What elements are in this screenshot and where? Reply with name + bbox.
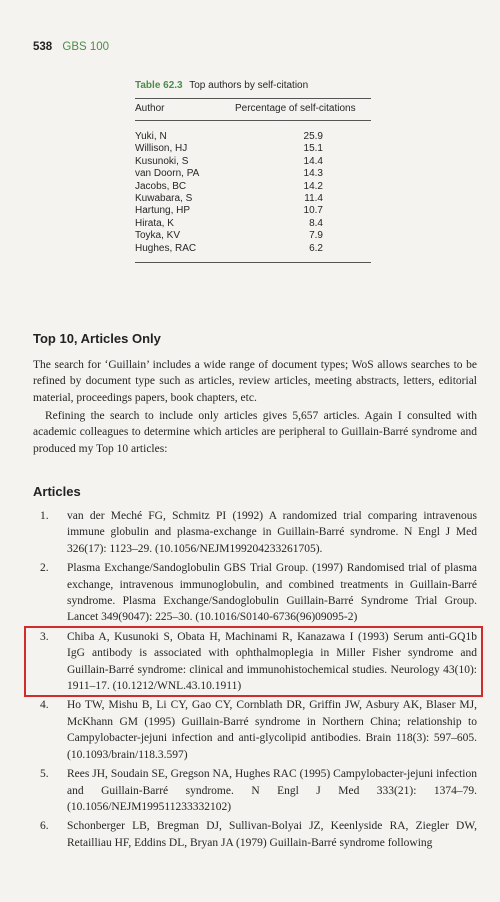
author-cell: Yuki, N (135, 131, 167, 142)
table-body (135, 121, 371, 262)
book-title: GBS 100 (62, 41, 110, 53)
list-item (33, 697, 477, 763)
percentage-cell: 10.7 (303, 205, 323, 217)
list-item (33, 818, 477, 851)
section-heading-articles: Articles (33, 484, 81, 499)
table-row (135, 193, 371, 205)
author-cell: Toyka, KV (135, 230, 181, 242)
reference-number: 3. (40, 630, 49, 643)
author-cell: Hirata, K (135, 217, 174, 229)
table-caption (135, 80, 371, 91)
authors-table (135, 80, 371, 263)
author-cell: Willison, HJ (135, 143, 188, 155)
paragraph-search-scope: The search for ‘Guillain’ includes a wide range of document types; WoS allows searches to be refined by document type such as articles, review articles, meeting abstracts, letters, editorial material, proceedings papers, book chapters, etc. (33, 359, 477, 404)
reference-number: 6. (40, 820, 49, 833)
list-item (33, 508, 477, 557)
author-cell: Hughes, RAC (135, 242, 197, 254)
reference-text: Plasma Exchange/Sandoglobulin GBS Trial Group. (1997) Randomised trial of plasma exchange, intravenous immunoglobulin, and combined treatments in Guillain-Barré syndrome. Plasma Exchange/Sandoglobulin Guillain-Barré Syndrome Trial Group. Lancet 349(9047): 225–30. (10.1016/S0140-6736(96)09095-2) (67, 562, 477, 624)
highlighted-reference (33, 629, 477, 695)
reference-text: van der Meché FG, Schmitz PI (1992) A randomized trial comparing intravenous immune globulin and plasma-exchange in Guillain-Barré syndrome. N Engl J Med 326(17): 1123–29. (10.1056/NEJM199204233261705). (67, 510, 477, 555)
reference-text: Rees JH, Soudain SE, Gregson NA, Hughes RAC (1995) Campylobacter-jejuni infection and Guillain-Barré syndrome. N Engl J Med 333(21): 1374–79. (10.1056/NEJM199511233332102) (67, 768, 477, 813)
table-row (135, 243, 371, 255)
percentage-cell: 8.4 (309, 217, 323, 229)
table-row (135, 205, 371, 217)
table-number: Table 62.3 (135, 80, 183, 91)
page-number: 538 (33, 41, 53, 53)
author-cell: van Doorn, PA (135, 168, 200, 180)
table-header (135, 99, 371, 120)
reference-number: 5. (40, 768, 49, 781)
list-item (33, 766, 477, 815)
author-cell: Kuwabara, S (135, 193, 193, 205)
author-cell: Jacobs, BC (135, 180, 187, 192)
table-title: Top authors by self-citation (189, 80, 309, 91)
reference-text: Chiba A, Kusunoki S, Obata H, Machinami R, Kanazawa I (1993) Serum anti-GQ1b IgG antibody is associated with ophthalmoplegia in Miller Fisher syndrome and Guillain-Barré syndrome: clinical and immunohistochemical studies. Neurology 43(10): 1911–17. (10.1212/WNL.43.10.1911) (67, 630, 477, 693)
reference-text: Schonberger LB, Bregman DJ, Sullivan-Bolyai JZ, Keenlyside RA, Ziegler DW, Retailliau HF, Eddins DL, Bryan JA (1979) Guillain-Barré syndrome following (67, 820, 477, 849)
percentage-cell: 14.2 (303, 180, 323, 192)
table-row (135, 181, 371, 193)
author-cell: Kusunoki, S (135, 155, 189, 167)
list-item (33, 560, 477, 626)
table-row (135, 230, 371, 242)
percentage-cell: 11.4 (304, 193, 323, 205)
section-heading-top10: Top 10, Articles Only (33, 331, 161, 346)
table-row (135, 131, 371, 143)
author-cell: Hartung, HP (135, 205, 191, 217)
reference-list (33, 508, 477, 851)
reference-text: Ho TW, Mishu B, Li CY, Gao CY, Cornblath DR, Griffin JW, Asbury AK, Blaser MJ, McKhann GM (1995) Guillain-Barré syndrome in Northern China; relationship to Campylobacter-jejuni infection and anti-glycolipid antibodies. Brain 118(3): 597–605. (10.1093/brain/118.3.597) (67, 699, 477, 761)
paragraph-refining: Refining the search to include only articles gives 5,657 articles. Again I consulted with academic colleagues to determine which articles are peripheral to Guillain-Barré syndrome and produced my Top 10 articles: (33, 410, 477, 455)
percentage-cell: 7.9 (309, 230, 323, 242)
column-header-percentage: Percentage of self-citations (235, 103, 356, 114)
reference-number: 4. (40, 699, 49, 712)
percentage-cell: 15.1 (303, 143, 323, 155)
table-row (135, 168, 371, 180)
reference-number: 2. (40, 562, 49, 575)
percentage-cell: 14.3 (303, 168, 323, 180)
table-row (135, 156, 371, 168)
percentage-cell: 6.2 (309, 242, 323, 254)
running-head (33, 41, 109, 53)
column-header-author: Author (135, 103, 165, 114)
table-row (135, 218, 371, 230)
table-bottom-rule (135, 262, 371, 263)
percentage-cell: 25.9 (303, 131, 323, 142)
reference-number: 1. (40, 510, 49, 522)
percentage-cell: 14.4 (303, 155, 323, 167)
table-row (135, 143, 371, 155)
